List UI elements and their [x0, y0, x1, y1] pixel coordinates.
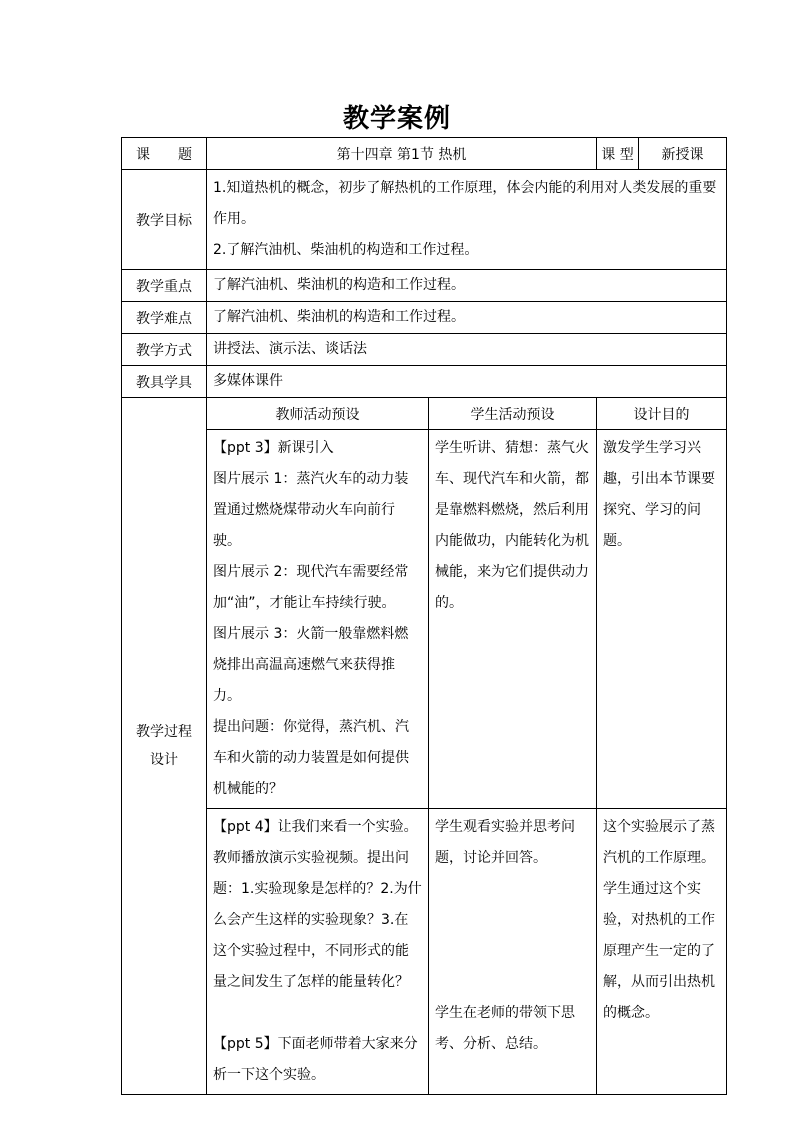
- teacher-step: 【ppt 4】让我们来看一个实验。: [213, 819, 418, 835]
- teacher-step: 【ppt 3】新课引入: [213, 440, 334, 456]
- teacher-step: 教师播放演示实验视频。提出问题：1.实验现象是怎样的？2.为什么会产生这样的实验现象？3.在这个实验过程中，不同形式的能量之间发生了怎样的能量转化？: [213, 850, 422, 990]
- key-points-label: 教学重点: [122, 270, 207, 302]
- lesson-plan-table: [121, 137, 727, 1095]
- key-points-content: 了解汽油机、柴油机的构造和工作过程。: [207, 270, 727, 302]
- topic-label: 课 题: [122, 138, 207, 170]
- tools-row: [122, 366, 727, 398]
- process-row-2-teacher: [207, 809, 429, 1095]
- process-header-row: [122, 398, 727, 430]
- type-value: 新授课: [639, 138, 727, 170]
- teacher-step: 提出问题：你觉得，蒸汽机、汽车和火箭的动力装置是如何提供机械能的？: [213, 719, 409, 797]
- process-row-2-student: [429, 809, 597, 1095]
- objectives-content: [207, 170, 727, 270]
- process-row-1-purpose: 激发学生学习兴趣，引出本节课要探究、学习的问题。: [597, 430, 727, 809]
- methods-content: 讲授法、演示法、谈话法: [207, 334, 727, 366]
- student-column-header: 学生活动预设: [429, 398, 597, 430]
- process-row-2: [122, 809, 727, 1095]
- process-label: 教学过程 设计: [122, 398, 207, 1095]
- type-label: 课 型: [597, 138, 639, 170]
- difficulties-label: 教学难点: [122, 302, 207, 334]
- purpose-text: 学生通过这个实验，对热机的工作原理产生一定的了解，从而引出热机的概念。: [603, 881, 716, 1021]
- key-points-row: [122, 270, 727, 302]
- topic-row: [122, 138, 727, 170]
- student-step: 学生观看实验并思考问题，讨论并回答。: [435, 819, 575, 866]
- spacer: [435, 874, 590, 998]
- purpose-column-header: 设计目的: [597, 398, 727, 430]
- objective-1: 1.知道热机的概念，初步了解热机的工作原理，体会内能的利用对人类发展的重要作用。: [213, 180, 717, 227]
- methods-label: 教学方式: [122, 334, 207, 366]
- process-row-2-purpose: [597, 809, 727, 1095]
- topic-value: 第十四章 第1节 热机: [207, 138, 597, 170]
- tools-label: 教具学具: [122, 366, 207, 398]
- purpose-text: 这个实验展示了蒸汽机的工作原理。: [603, 819, 716, 866]
- objectives-row: [122, 170, 727, 270]
- teacher-step: 图片展示 3：火箭一般靠燃料燃烧排出高温高速燃气来获得推力。: [213, 626, 409, 704]
- methods-row: [122, 334, 727, 366]
- objectives-label: 教学目标: [122, 170, 207, 270]
- process-row-1: [122, 430, 727, 809]
- objective-2: 2.了解汽油机、柴油机的构造和工作过程。: [213, 242, 479, 258]
- teacher-step: 图片展示 2：现代汽车需要经常加“油”，才能让车持续行驶。: [213, 564, 409, 611]
- difficulties-row: [122, 302, 727, 334]
- difficulties-content: 了解汽油机、柴油机的构造和工作过程。: [207, 302, 727, 334]
- teacher-column-header: 教师活动预设: [207, 398, 429, 430]
- student-step: 学生在老师的带领下思考、分析、总结。: [435, 1005, 575, 1052]
- document-title: 教学案例: [342, 104, 451, 134]
- tools-content: 多媒体课件: [207, 366, 727, 398]
- process-row-1-student: 学生听讲、猜想：蒸气火车、现代汽车和火箭，都是靠燃料燃烧，然后利用内能做功，内能转化为机械能，来为它们提供动力的。: [429, 430, 597, 809]
- teacher-step: 图片展示 1：蒸汽火车的动力装置通过燃烧煤带动火车向前行驶。: [213, 471, 409, 549]
- process-row-1-teacher: [207, 430, 429, 809]
- teacher-step: 【ppt 5】下面老师带着大家来分析一下这个实验。: [213, 1036, 418, 1083]
- spacer: [213, 998, 422, 1029]
